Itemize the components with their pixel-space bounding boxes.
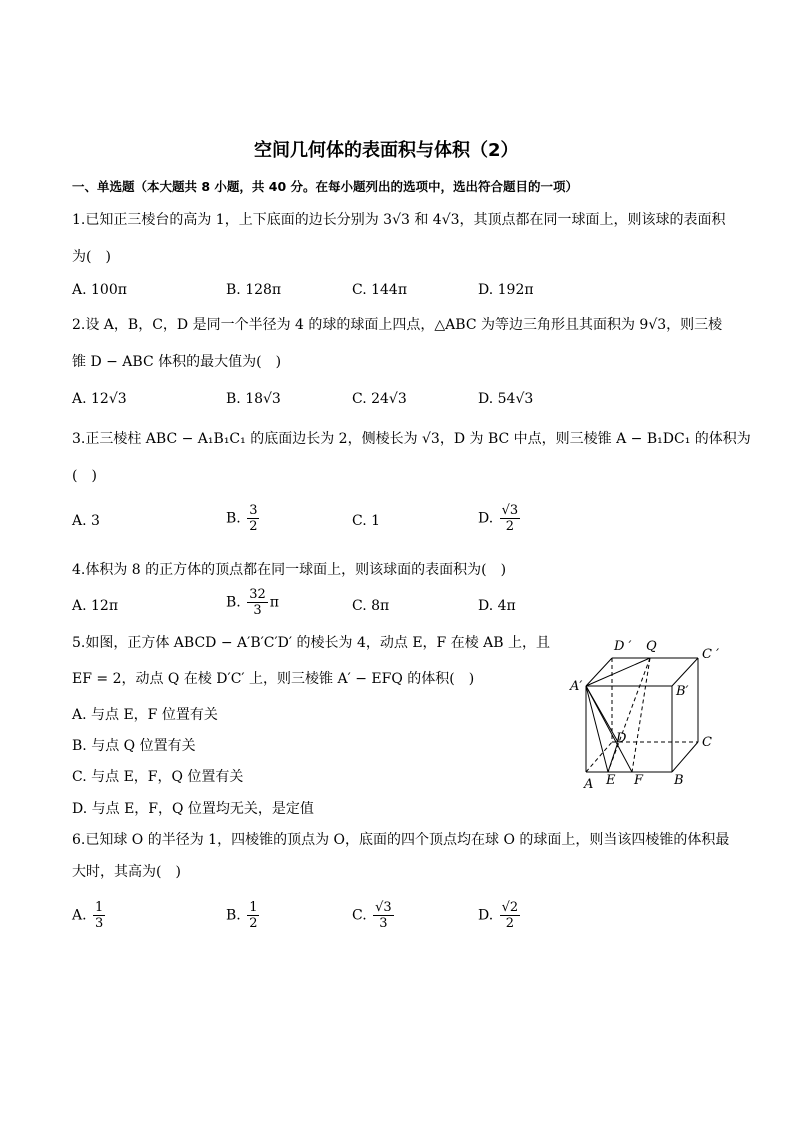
label-a: A [584, 777, 594, 792]
question-6-option-b-fraction [247, 900, 259, 931]
question-4-stem: 4.体积为 8 的正方体的顶点都在同一球面上，则该球面的表面积为( ) [72, 562, 507, 578]
fraction-numerator: √2 [501, 900, 519, 915]
question-5-option-d[interactable]: D. 与点 E，F，Q 位置均无关，是定值 [72, 801, 314, 817]
question-5-stem-line-1: 5.如图，正方体 ABCD − A′B′C′D′ 的棱长为 4，动点 E，F 在棱 AB 上，且 [72, 635, 551, 651]
question-1-option-d[interactable]: D. 192π [478, 282, 534, 298]
label-q: Q [646, 639, 657, 654]
question-2-option-a[interactable]: A. 12√3 [72, 391, 127, 407]
question-2-option-d[interactable]: D. 54√3 [478, 391, 534, 407]
question-6-option-a-letter: A. [72, 907, 87, 924]
question-4-option-b-fraction [247, 587, 268, 618]
label-f: F [634, 773, 644, 788]
question-1-option-c[interactable]: C. 144π [352, 282, 408, 298]
fraction-numerator: 32 [249, 587, 266, 602]
question-3-option-b-letter: B. [226, 510, 241, 527]
question-4-option-b[interactable] [226, 587, 279, 618]
question-6-option-c-letter: C. [352, 907, 367, 924]
fraction-denominator: 2 [505, 916, 515, 931]
question-5-option-b[interactable]: B. 与点 Q 位置有关 [72, 738, 196, 754]
question-3-option-b-fraction [247, 503, 259, 534]
question-6-option-d[interactable] [478, 900, 522, 931]
fraction-denominator: 2 [505, 519, 515, 534]
fraction-numerator: 1 [249, 900, 258, 915]
question-4-option-a[interactable]: A. 12π [72, 598, 119, 614]
label-d-prime: D ′ [614, 639, 632, 654]
question-6-option-c[interactable] [352, 900, 396, 931]
question-4-option-d[interactable]: D. 4π [478, 598, 516, 614]
question-6-option-b-letter: B. [226, 907, 241, 924]
question-2-option-c[interactable]: C. 24√3 [352, 391, 407, 407]
question-5-stem-line-2: EF = 2，动点 Q 在棱 D′C′ 上，则三棱锥 A′ − EFQ 的体积( ) [72, 671, 475, 687]
question-3-option-d[interactable] [478, 503, 522, 534]
question-4-option-b-pi: π [269, 594, 279, 611]
fraction-denominator: 2 [249, 519, 258, 534]
question-2-stem-line-1: 2.设 A，B，C，D 是同一个半径为 4 的球的球面上四点，△ABC 为等边三角形且其面积为 9√3，则三棱 [72, 317, 723, 333]
cube-diagram [568, 630, 728, 792]
question-3-option-d-fraction [500, 503, 521, 534]
question-5-option-c[interactable]: C. 与点 E，F，Q 位置有关 [72, 769, 244, 785]
fraction-denominator: 3 [95, 916, 104, 931]
question-6-option-d-fraction [500, 900, 521, 931]
question-6-option-c-fraction [373, 900, 394, 931]
page-title: 空间几何体的表面积与体积（2） [254, 140, 519, 161]
question-6-option-a[interactable] [72, 900, 107, 931]
question-4-option-c[interactable]: C. 8π [352, 598, 390, 614]
question-2-stem-line-2: 锥 D − ABC 体积的最大值为( ) [72, 354, 282, 370]
question-3-stem-line-1: 3.正三棱柱 ABC − A₁B₁C₁ 的底面边长为 2，侧棱长为 √3，D 为 BC 中点，则三棱锥 A − B₁DC₁ 的体积为 [72, 431, 751, 447]
fraction-numerator: √3 [375, 900, 392, 915]
question-3-option-d-letter: D. [478, 510, 494, 527]
label-b-prime: B′ [676, 684, 689, 699]
label-b: B [674, 773, 684, 788]
label-e: E [606, 773, 616, 788]
label-c: C [702, 735, 712, 750]
question-3-option-c[interactable]: C. 1 [352, 513, 381, 529]
question-3-option-b[interactable] [226, 503, 261, 534]
question-5-option-a[interactable]: A. 与点 E，F 位置有关 [72, 707, 218, 723]
question-1-option-a[interactable]: A. 100π [72, 282, 127, 298]
question-3-stem-line-2: ( ) [72, 468, 97, 484]
fraction-denominator: 3 [379, 916, 388, 931]
question-6-stem-line-2: 大时，其高为( ) [72, 864, 181, 880]
fraction-denominator: 3 [253, 603, 262, 618]
question-1-stem-line-1: 1.已知正三棱台的高为 1，上下底面的边长分别为 3√3 和 4√3，其顶点都在同一球面上，则该球的表面积 [72, 212, 726, 228]
question-1-option-b[interactable]: B. 128π [226, 282, 282, 298]
fraction-numerator: √3 [501, 503, 519, 518]
question-6-option-b[interactable] [226, 900, 261, 931]
label-c-prime: C ′ [702, 647, 720, 662]
question-1-stem-line-2: 为( ) [72, 249, 111, 265]
label-d: D [616, 731, 627, 746]
fraction-numerator: 3 [249, 503, 258, 518]
label-a-prime: A′ [570, 679, 583, 694]
fraction-numerator: 1 [95, 900, 104, 915]
fraction-denominator: 2 [249, 916, 258, 931]
section-heading: 一、单选题（本大题共 8 小题，共 40 分。在每小题列出的选项中，选出符合题目的一项） [72, 179, 579, 194]
question-6-option-a-fraction [93, 900, 105, 931]
question-4-option-b-letter: B. [226, 594, 241, 611]
question-3-option-a[interactable]: A. 3 [72, 513, 100, 529]
question-6-option-d-letter: D. [478, 907, 494, 924]
question-6-stem-line-1: 6.已知球 O 的半径为 1，四棱锥的顶点为 O，底面的四个顶点均在球 O 的球面上，则当该四棱锥的体积最 [72, 832, 730, 848]
question-2-option-b[interactable]: B. 18√3 [226, 391, 281, 407]
